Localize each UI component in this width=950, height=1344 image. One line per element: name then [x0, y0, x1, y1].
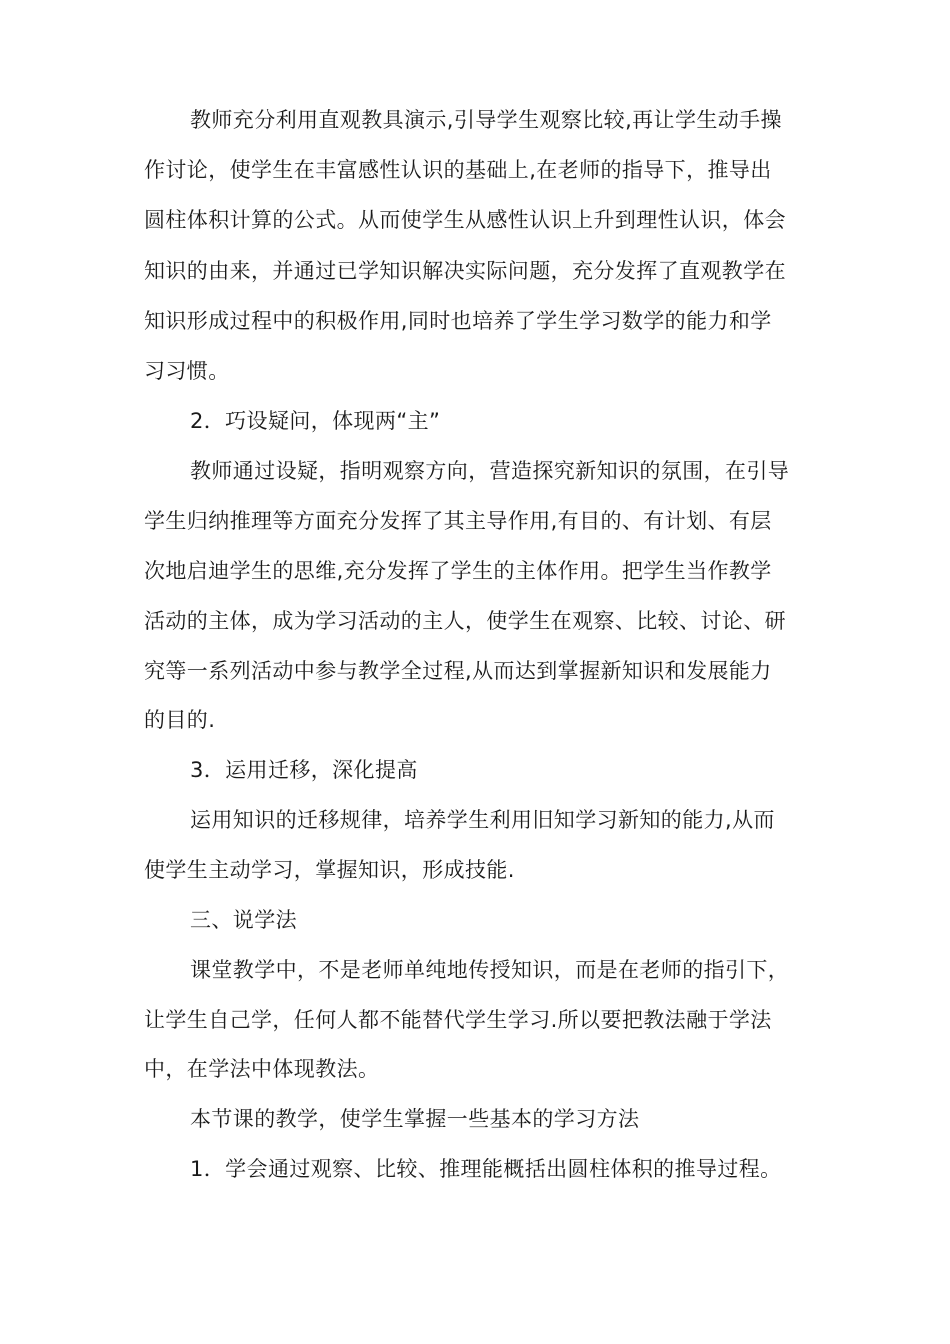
paragraph-line: 圆柱体积计算的公式。从而使学生从感性认识上升到理性认识，体会	[144, 208, 786, 232]
paragraph-line: 中，在学法中体现教法。	[144, 1057, 380, 1081]
paragraph-line: 教师充分利用直观教具演示,引导学生观察比较,再让学生动手操	[190, 108, 782, 132]
paragraph-line: 次地启迪学生的思维,充分发挥了学生的主体作用。把学生当作教学	[144, 559, 772, 583]
paragraph-line: 的目的.	[144, 708, 216, 732]
paragraph-line: 究等一系列活动中参与教学全过程,从而达到掌握新知识和发展能力	[144, 659, 772, 683]
paragraph-line: 知识形成过程中的积极作用,同时也培养了学生学习数学的能力和学	[144, 309, 772, 333]
section-heading: 2．巧设疑问，体现两“主”	[190, 409, 441, 433]
paragraph-line: 教师通过设疑，指明观察方向，营造探究新知识的氛围，在引导	[190, 459, 790, 483]
section-heading: 三、说学法	[190, 908, 297, 932]
section-heading: 3．运用迁移，深化提高	[190, 758, 418, 782]
paragraph-line: 课堂教学中，不是老师单纯地传授知识，而是在老师的指引下，	[190, 958, 790, 982]
paragraph-line: 作讨论，使学生在丰富感性认识的基础上,在老师的指导下，推导出	[144, 158, 772, 182]
paragraph-line: 使学生主动学习，掌握知识，形成技能.	[144, 858, 515, 882]
paragraph-line: 学生归纳推理等方面充分发挥了其主导作用,有目的、有计划、有层	[144, 509, 772, 533]
paragraph-line: 本节课的教学，使学生掌握一些基本的学习方法	[190, 1107, 640, 1131]
paragraph-line: 知识的由来，并通过已学知识解决实际问题，充分发挥了直观教学在	[144, 259, 786, 283]
paragraph-line: 习习惯。	[144, 359, 230, 383]
list-item: 1．学会通过观察、比较、推理能概括出圆柱体积的推导过程。	[190, 1157, 782, 1181]
paragraph-line: 让学生自己学，任何人都不能替代学生学习.所以要把教法融于学法	[144, 1008, 772, 1032]
paragraph-line: 活动的主体，成为学习活动的主人，使学生在观察、比较、讨论、研	[144, 609, 786, 633]
paragraph-line: 运用知识的迁移规律，培养学生利用旧知学习新知的能力,从而	[190, 808, 775, 832]
